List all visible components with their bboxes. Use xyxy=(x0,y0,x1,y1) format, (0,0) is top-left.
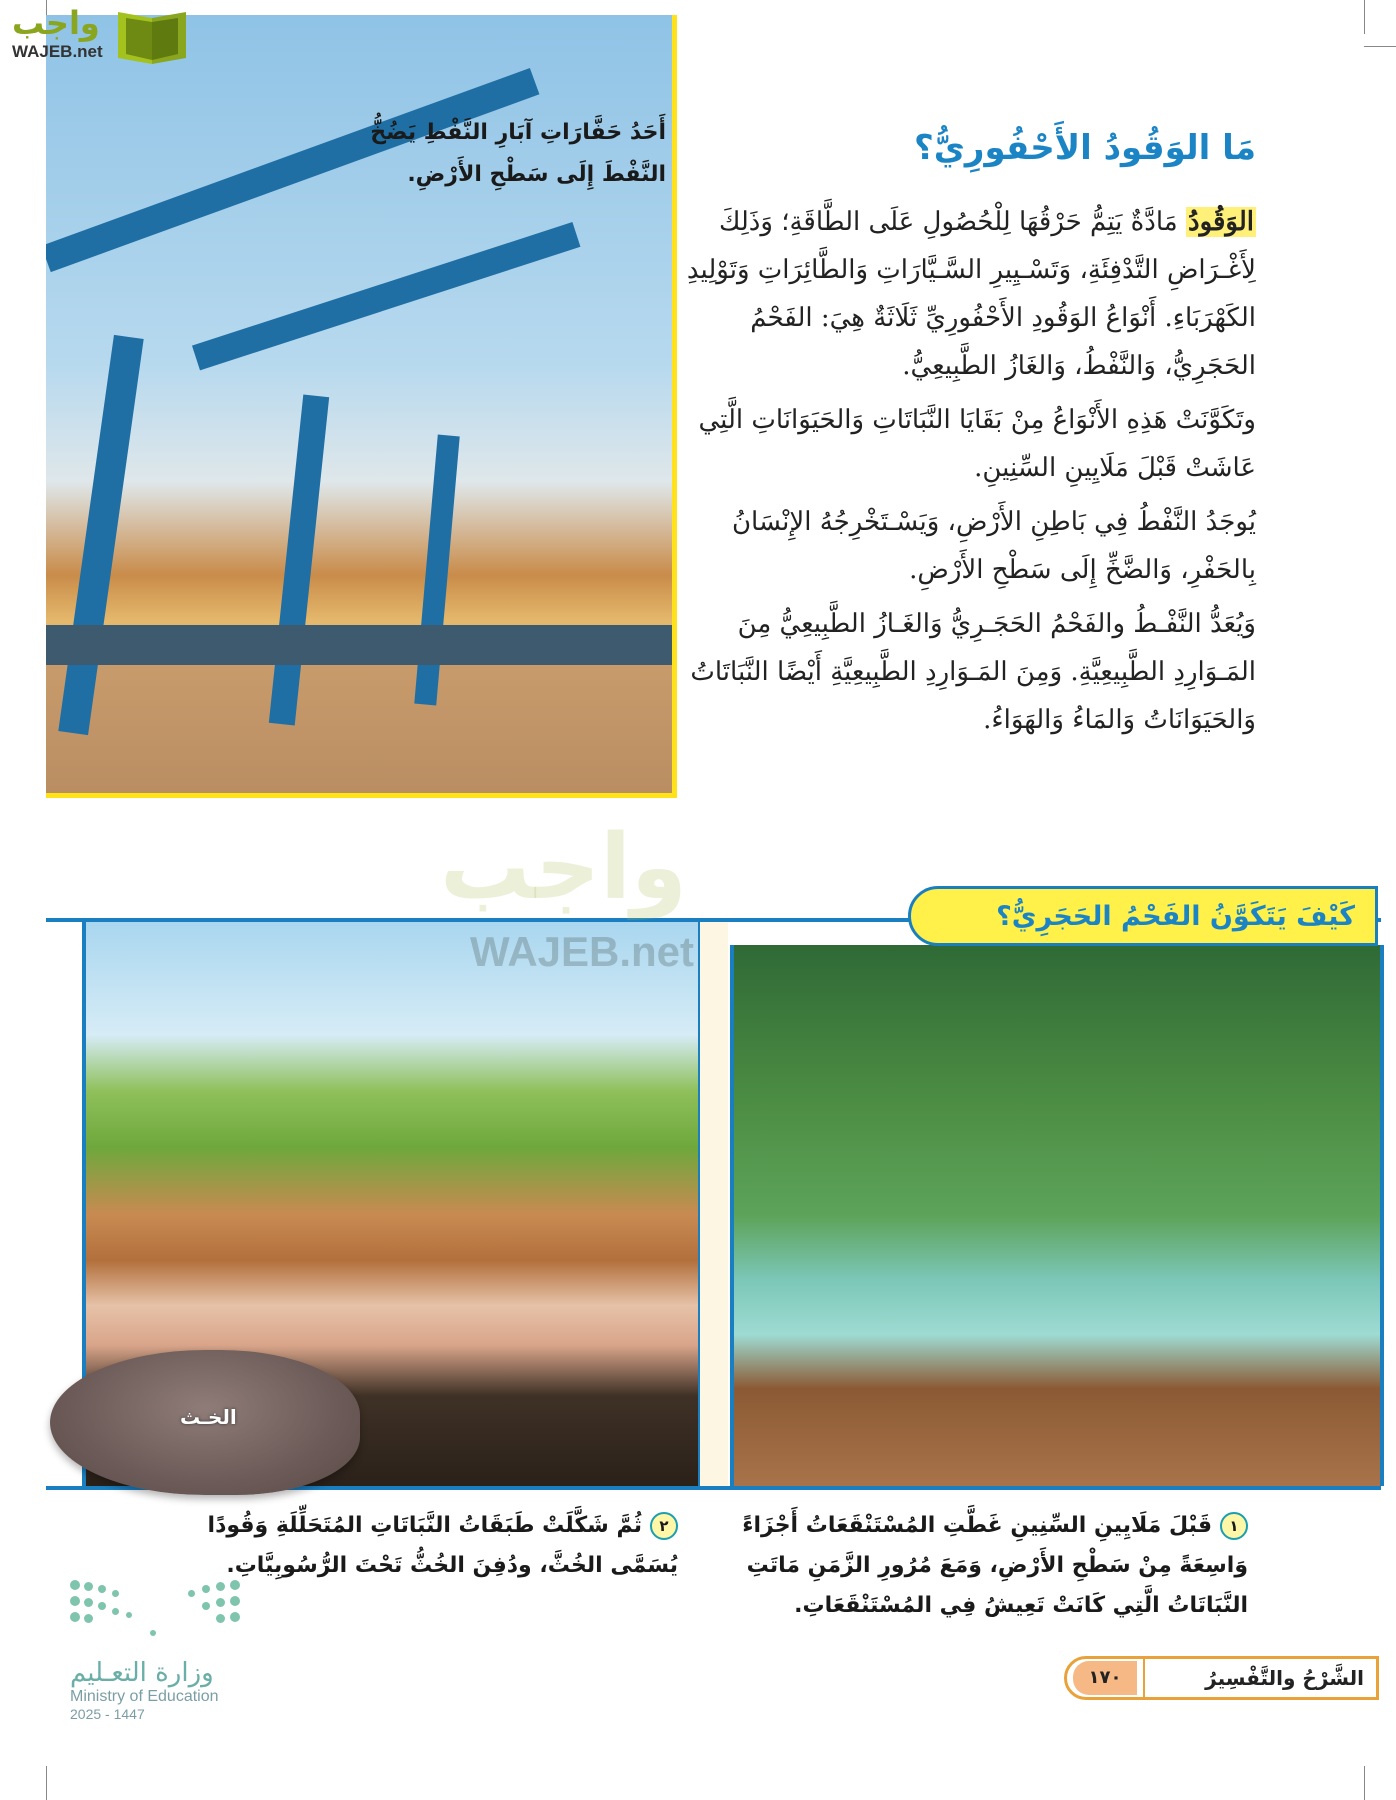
crop-mark xyxy=(1364,46,1396,47)
watermark-arabic: واجب xyxy=(440,815,687,920)
wajeb-logo xyxy=(8,4,188,68)
academic-year: 2025 - 1447 xyxy=(70,1706,145,1722)
paragraph: يُوجَدُ النَّفْطُ فِي بَاطِنِ الأَرْضِ، وَيَسْـتَخْرِجُهُ الإِنْسَانُ بِالحَفْرِ، وَالضَّخِّ إِلَى سَطْحِ الأَرْضِ. xyxy=(731,507,1256,585)
book-icon xyxy=(112,8,192,64)
section-body xyxy=(676,198,1256,750)
photo-caption: أَحَدُ حَفَّارَاتِ آبَارِ النَّفْطِ يَضُخُّ النَّفْطَ إِلَى سَطْحِ الأَرْضِ. xyxy=(370,120,666,187)
wajeb-logo-latin: WAJEB.net xyxy=(12,42,103,61)
key-term: الوَقُودُ xyxy=(1187,207,1254,237)
section-title-coal: كَيْفَ يَتَكَوَّنُ الفَحْمُ الحَجَرِيُّ؟ xyxy=(996,900,1355,932)
paragraph: وَيُعَدُّ النَّفْـطُ والفَحْمُ الحَجَـرِيُّ وَالغَـازُ الطَّبِيعِيُّ مِنَ المَـوَارِدِ الطَّبِيعِيَّةِ. وَمِنَ المَـوَارِدِ الطَّبِيعِيَّةِ أَيْضًا النَّبَاتَاتُ وَالحَيَوَانَاتُ وَالمَاءُ وَالهَوَاءُ. xyxy=(690,609,1256,735)
swamp-illustration xyxy=(730,945,1384,1486)
step-number-badge: ١ xyxy=(1220,1512,1248,1540)
step-text: ثُمَّ شَكَّلَتْ طَبَقَاتُ النَّبَاتَاتِ المُتَحَلِّلَةِ وَقُودًا يُسَمَّى الخُثَّ، ودُفِنَ الخُثُّ تَحْتَ الرُّسُوبِيَّاتِ. xyxy=(207,1513,678,1578)
footer-section-label: الشَّرْحُ والتَّفْسِيرُ xyxy=(1205,1666,1364,1690)
ministry-name-english: Ministry of Education xyxy=(70,1688,219,1705)
watermark-latin: WAJEB.net xyxy=(470,928,695,975)
step-caption-2 xyxy=(138,1506,678,1586)
page-footer-tab xyxy=(1064,1656,1379,1700)
paragraph-text: مَادَّةٌ يَتِمُّ حَرْقُهَا لِلْحُصُولِ عَلَى الطَّاقَةِ؛ وَذَلِكَ لِأَغْـرَاضِ التَّدْفِئَةِ، وَتَسْـيِيرِ السَّـيَّارَاتِ وَالطَّائِرَاتِ وَتَوْلِيدِ الكَهْرَبَاءِ. أَنْوَاعُ الوَقُودِ الأَحْفُورِيِّ ثَلَاثَةٌ هِيَ: الفَحْمُ الحَجَرِيُّ، وَالنَّفْطُ، وَالغَازُ الطَّبِيعِيُّ. xyxy=(686,207,1256,381)
page-number: ١٧٠ xyxy=(1073,1661,1137,1695)
peat-label: الخـث xyxy=(180,1405,237,1429)
step-number-badge: ٢ xyxy=(650,1512,678,1540)
step-text: قَبْلَ مَلَايِينِ السِّنِينِ غَطَّتِ المُسْتَنْقَعَاتُ أَجْزَاءً وَاسِعَةً مِنْ سَطْحِ الأَرْضِ، وَمَعَ مُرُورِ الزَّمَنِ مَاتَتِ النَّبَاتَاتُ الَّتِي كَانَتْ تَعِيشُ فِي المُسْتَنْقَعَاتِ. xyxy=(742,1513,1248,1618)
ministry-dots-icon xyxy=(70,1580,240,1650)
ministry-name-arabic: وزارة التعـليم xyxy=(70,1658,214,1688)
step-caption-1 xyxy=(728,1506,1248,1626)
crop-mark xyxy=(1364,1766,1365,1800)
section-title-fossil-fuel: مَا الوَقُودُ الأَحْفُورِيُّ؟ xyxy=(914,128,1256,168)
paragraph xyxy=(676,198,1256,390)
crop-mark xyxy=(46,1766,47,1800)
ministry-of-education-logo xyxy=(70,1580,260,1722)
panel-gap xyxy=(700,922,728,1486)
section-header-coal xyxy=(908,886,1378,946)
crop-mark xyxy=(1364,0,1365,34)
paragraph: وتَكَوَّنَتْ هَذِهِ الأَنْوَاعُ مِنْ بَقَايَا النَّبَاتَاتِ وَالحَيَوَانَاتِ الَّتِي عَاشَتْ قَبْلَ مَلَايِينِ السِّنِينِ. xyxy=(698,405,1256,483)
wajeb-logo-arabic: واجب xyxy=(12,4,100,42)
